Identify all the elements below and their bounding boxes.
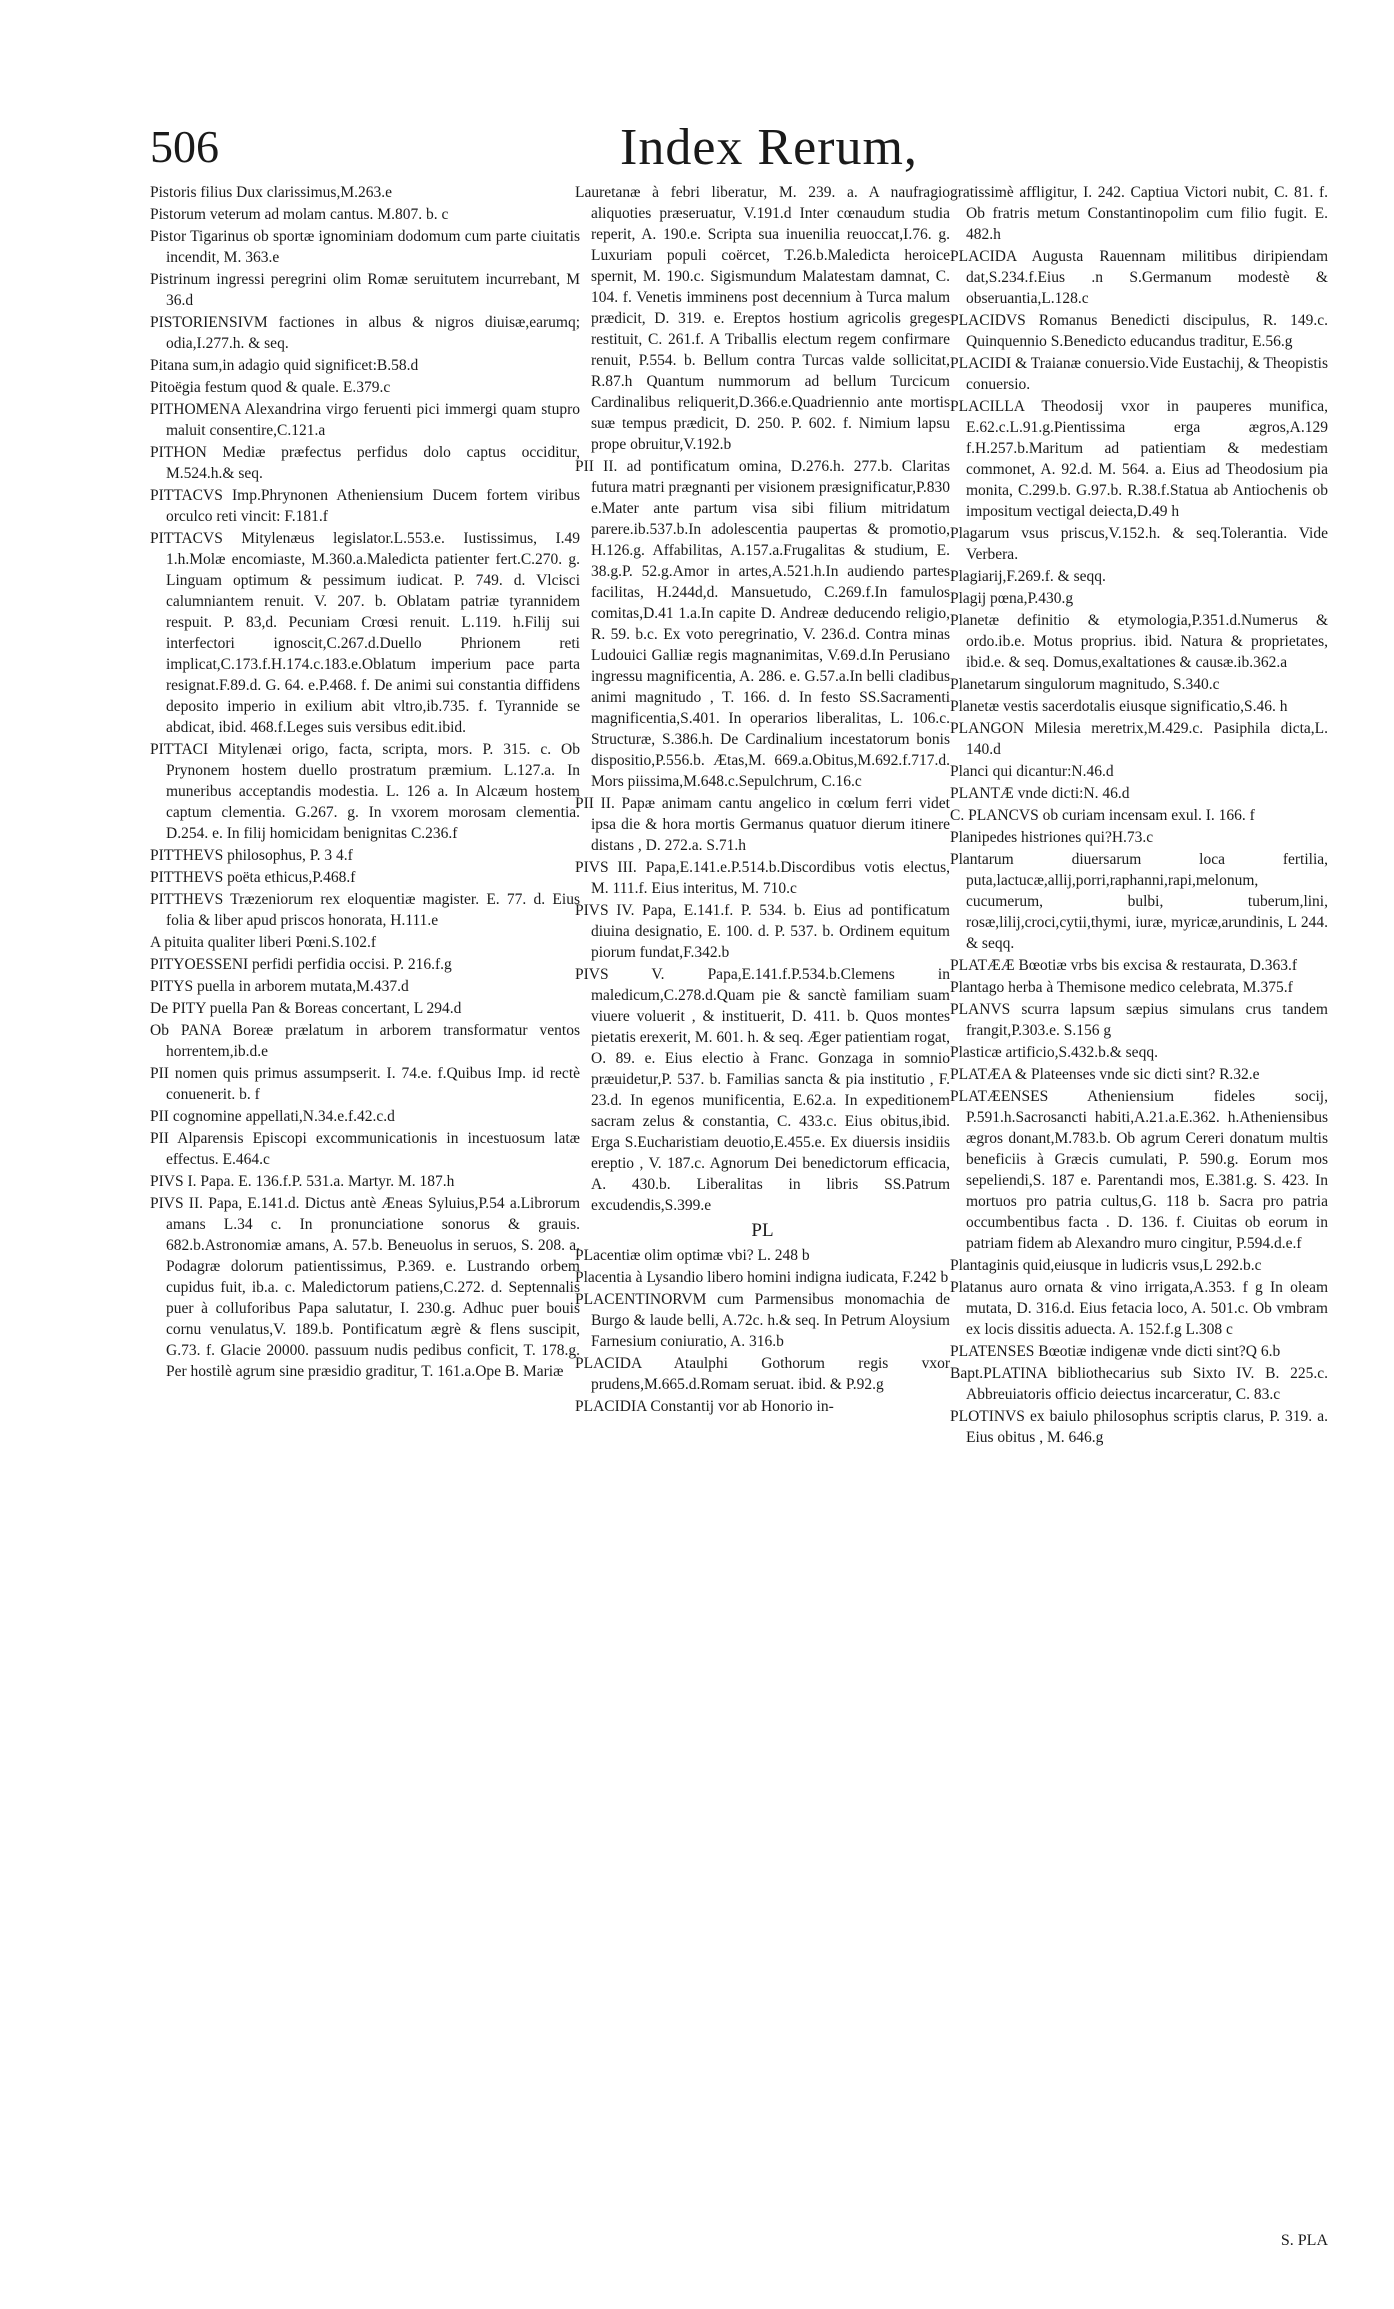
index-entry: PLATENSES Bœotiæ indigenæ vnde dicti sint?Q 6.b	[950, 1343, 1281, 1360]
index-entry: C. PLANCVS ob curiam incensam exul. I. 166. f	[950, 807, 1255, 824]
index-entry: Plantarum diuersarum loca fertilia, puta,lactucæ,allij,porri,raphanni,rapi,melonum, cucumerum, bulbi, tuberum,lini, rosæ,lilij,croci,cytii,thymi, iuræ, myricæ,arundinis, L 244. & seqq.	[950, 851, 1328, 952]
page-number: 506	[150, 121, 219, 172]
index-entry: PII II. ad pontificatum omina, D.276.h. 277.b. Claritas futura matri prægnanti per visionem præsignificatur,P.830 e.Mater ante partum visa sibi filium mitridatum parere.ib.537.b.In adolescentia paupertas & promotio, H.126.g. Affabilitas, A.157.a.Frugalitas & studium, E. 38.g.P. 52.g.Amor in artes,A.521.h.In audiendo partes facilitas, H.244d,d. Mansuetudo, C.269.f.In famulos comitas,D.41 1.a.In capite D. Andreæ deducendo religio, R. 59. b.c. Ex voto peregrinatio, V. 236.d. Contra minas Ludouici Galliæ regis magnanimitas, V.69.d.In Perusiano ingressu magnificentia, A. 286. e. G.57.a.In belli cladibus animi magnitudo , T. 166. d. In festo SS.Sacramenti magnificentia,S.401. In operarios liberalitas, L. 106.c. Structuræ, S.386.h. De Cardinalium incestatorum bonis dispositio,P.556.b. Ætas,M. 669.a.Obitus,M.692.f.717.d. Mors piissima,M.648.c.Sepulchrum, C.16.c	[575, 458, 950, 790]
index-entry: Plagarum vsus priscus,V.152.h. & seq.Tolerantia. Vide Verbera.	[950, 525, 1328, 563]
index-column-1	[150, 182, 580, 1383]
index-entry: PLacentiæ olim optimæ vbi? L. 248 b	[575, 1247, 810, 1264]
index-entry: PITTACVS Mitylenæus legislator.L.553.e. Iustissimus, I.49 1.h.Molæ encomiaste, M.360.a.Maledicta patienter fert.C.270. g. Linguam optimum & pessimum iudicat. P. 749. d. Vlcisci calumniantem renuit. V. 207. b. Oblatam patriæ tyrannidem respuit. P. 83,d. Pecuniam Crœsi renuit. L.119. h.Filij sui interfectori ignoscit,C.267.d.Duello Phrionem reti implicat,C.173.f.H.174.c.183.e.Oblatum imperium pace parta resignat.F.89.d. G. 64. e.P.468. f. De animi sui constantia diffidens deposito imperio in exilium abit vltro,ib.735. f. Tyrannide se abdicat, ibid. 468.f.Leges suis versibus edit.ibid.	[150, 530, 580, 736]
index-entry: PITYOESSENI perfidi perfidia occisi. P. 216.f.g	[150, 956, 452, 973]
index-entry: Planci qui dicantur:N.46.d	[950, 763, 1114, 780]
running-head: Index Rerum,	[620, 119, 918, 176]
index-entry: PII Alparensis Episcopi excommunicationis in incestuosum latæ effectus. E.464.c	[150, 1130, 580, 1168]
index-entry: Ob PANA Boreæ prælatum in arborem transformatur ventos horrentem,ib.d.e	[150, 1022, 580, 1060]
index-entry: Plasticæ artificio,S.432.b.& seqq.	[950, 1044, 1158, 1061]
index-entry: Pistrinum ingressi peregrini olim Romæ seruitutem incurrebant, M 36.d	[150, 271, 580, 309]
index-entry: Lauretanæ à febri liberatur, M. 239. a. A naufragio aliquoties præseruatur, V.191.d Inter cœnaudum studia reperit, A. 190.e. Scripta sua inuenilia reuoccat,I.76. g. Luxuriam populi coërcet, T.26.b.Maledicta heroice spernit, M. 190.c. Sigismundum Malatestam damnat, C. 104. f. Venetis imminens post decennium à Turca malum prædicit, D. 319. e. Ereptos hostium agricolis greges restituit, C. 261.f. A Triballis electum regem confirmare renuit, P.554. b. Bellum contra Turcas valde sollicitat, R.87.h Quantum nummorum ad bellum Turcicum Cardinalibus reliquerit,D.366.e.Quadriennio ante mortis suæ tempus prædicit, D. 250. P. 602. f. Nimium lapsu prope obruitur,V.192.b	[575, 184, 950, 453]
index-entry: Platanus auro ornata & vino irrigata,A.353. f g In oleam mutata, D. 316.d. Eius fetacia loco, A. 501.c. Ob vmbram ex locis dissitis aduecta. A. 152.f.g L.308 c	[950, 1279, 1328, 1338]
index-entry: PLATÆENSES Atheniensium fideles socij, P.591.h.Sacrosancti habiti,A.21.a.E.362. h.Atheniensibus ægros donant,M.783.b. Ob agrum Cereri donatum multis beneficiis à Græcis cumulati, P. 590.g. Eorum mos sepeliendi,S. 187 e. Parentandi mos, E.381.g. S. 423. In mortuos pro patria cultus,G. 118 b. Sacra pro patria occumbentibus facta . D. 136. f. Ciuitas ob eorum in patriam fidem ab Alexandro muro cingitur, P.594.d.e.f	[950, 1088, 1328, 1252]
index-entry: PLACIDA Ataulphi Gothorum regis vxor prudens,M.665.d.Romam seruat. ibid. & P.92.g	[575, 1355, 950, 1393]
index-entry: PIVS II. Papa, E.141.d. Dictus antè Æneas Syluius,P.54 a.Librorum amans L.34 c. In pronunciatione sonorus & grauis. 682.b.Astronomiæ amans, A. 57.b. Beneuolus in seruos, S. 208. a. Podagræ dolorum patientissimus, P.369. e. Lustrando orbem cupidus fuit, ib.a. c. Maledictorum patiens,C.272. d. Septennalis puer à colluforibus Papa salutatur, I. 230.g. Adhuc puer bouis cornu venulatus,V. 189.b. Pontificatum ægrè & flens suscipit, G.73. f. Glacie 20000. passuum nudis pedibus conficit, T. 178.g. Per hostilè agrum sine præsidio graditur, T. 161.a.Ope B. Mariæ	[150, 1195, 580, 1380]
index-entry: A pituita qualiter liberi Pœni.S.102.f	[150, 934, 377, 951]
index-entry: PITTACI Mitylenæi origo, facta, scripta, mors. P. 315. c. Ob Prynonem hostem duello prostratum præmium. L.127.a. In muneribus acceptandis modestia. L. 126 a. In Alcæum hostem captum clementia. G.267. g. In vxorem morosam clementia. D.254. e. In filij homicidam benignitas C.236.f	[150, 741, 580, 842]
index-entry: PLANVS scurra lapsum sæpius simulans crus tandem frangit,P.303.e. S.156 g	[950, 1001, 1328, 1039]
index-entry: PLANTÆ vnde dicti:N. 46.d	[950, 785, 1130, 802]
index-entry: gratissimè affligitur, I. 242. Captiua Victori nubit, C. 81. f. Ob fratris metum Constantinopolim cum filio fugit. E. 482.h	[950, 184, 1328, 243]
index-entry: Planetæ vestis sacerdotalis eiusque significatio,S.46. h	[950, 698, 1288, 715]
index-entry: PITTHEVS Træzeniorum rex eloquentiæ magister. E. 77. d. Eius folia & liber apud priscos honorata, H.111.e	[150, 891, 580, 929]
index-entry: PII cognomine appellati,N.34.e.f.42.c.d	[150, 1108, 395, 1125]
index-entry: PLOTINVS ex baiulo philosophus scriptis clarus, P. 319. a. Eius obitus , M. 646.g	[950, 1408, 1328, 1446]
index-entry: Plantago herba à Themisone medico celebrata, M.375.f	[950, 979, 1293, 996]
index-entry: Planetæ definitio & etymologia,P.351.d.Numerus & ordo.ib.e. Motus proprius. ibid. Natura & proprietates, ibid.e. & seq. Domus,exaltationes & causæ.ib.362.a	[950, 612, 1328, 671]
index-entry: PII nomen quis primus assumpserit. I. 74.e. f.Quibus Imp. id rectè conuenerit. b. f	[150, 1065, 580, 1103]
index-entry: Pistoris filius Dux clarissimus,M.263.e	[150, 184, 392, 201]
index-entry: Placentia à Lysandio libero homini indigna iudicata, F.242 b	[575, 1269, 949, 1286]
index-entry: PLANGON Milesia meretrix,M.429.c. Pasiphila dicta,L. 140.d	[950, 720, 1328, 758]
index-entry: PLACENTINORVM cum Parmensibus monomachia de Burgo & laude belli, A.72c. h.& seq. In Petrum Aloysium Farnesium coniuratio, A. 316.b	[575, 1291, 950, 1350]
index-entry: PL	[751, 1220, 774, 1241]
index-entry: PITTACVS Imp.Phrynonen Atheniensium Ducem fortem viribus orculco reti vincit: F.181.f	[150, 487, 580, 525]
index-entry: Plagij pœna,P.430.g	[950, 590, 1074, 607]
index-entry: PIVS III. Papa,E.141.e.P.514.b.Discordibus votis electus, M. 111.f. Eius interitus, M. 710.c	[575, 859, 950, 897]
index-entry: PITYS puella in arborem mutata,M.437.d	[150, 978, 409, 995]
index-entry: PITHOMENA Alexandrina virgo feruenti pici immergi quam stupro maluit consentire,C.121.a	[150, 401, 580, 439]
index-entry: PIVS V. Papa,E.141.f.P.534.b.Clemens in maledicum,C.278.d.Quam pie & sanctè familiam suam viuere voluerit , & instituerit, D. 411. b. Quos montes pietatis erexerit, M. 601. h. & seq. Æger patientiam rogat, O. 89. e. Eius electio à Franc. Gonzaga in somnio præuidetur,P. 537. b. Familias sancta & pia institutio , F. 23.d. In egenos munificentia, E.62.a. In expeditionem sacram zelus & constantia, C. 433.c. Eius obitus,ibid. Erga S.Eucharistiam deuotio,E.455.e. Ex diuersis insidiis ereptio , V. 187.c. Agnorum Dei benedictorum efficacia, A. 430.b. Liberalitas in libris SS.Patrum excudendis,S.399.e	[575, 966, 950, 1214]
index-entry: PLATÆÆ Bœotiæ vrbs bis excisa & restaurata, D.363.f	[950, 957, 1297, 974]
index-entry: PLATÆA & Plateenses vnde sic dicti sint? R.32.e	[950, 1066, 1260, 1083]
index-entry: Pistorum veterum ad molam cantus. M.807. b. c	[150, 206, 449, 223]
index-entry: De PITY puella Pan & Boreas concertant, L 294.d	[150, 1000, 462, 1017]
index-column-2	[575, 182, 950, 1418]
index-entry: PITHON Mediæ præfectus perfidus dolo captus occiditur, M.524.h.& seq.	[150, 444, 580, 482]
index-entry: PISTORIENSIVM factiones in albus & nigros diuisæ,earumq; odia,I.277.h. & seq.	[150, 314, 580, 352]
index-entry: Pitoëgia festum quod & quale. E.379.c	[150, 379, 391, 396]
index-entry: PIVS I. Papa. E. 136.f.P. 531.a. Martyr. M. 187.h	[150, 1173, 455, 1190]
index-entry: PLACIDA Augusta Rauennam militibus diripiendam dat,S.234.f.Eius .n S.Germanum modestè & obseruantia,L.128.c	[950, 248, 1328, 307]
index-entry: Pitana sum,in adagio quid significet:B.58.d	[150, 357, 419, 374]
index-entry: PLACIDI & Traianæ conuersio.Vide Eustachij, & Theopistis conuersio.	[950, 355, 1328, 393]
index-entry: Plantaginis quid,eiusque in ludicris vsus,L 292.b.c	[950, 1257, 1262, 1274]
index-column-3	[950, 182, 1328, 1449]
index-entry: PLACIDIA Constantij vor ab Honorio in-	[575, 1398, 834, 1415]
index-entry: PII II. Papæ animam cantu angelico in cœlum ferri videt ipsa die & hora mortis Germanus quatuor dierum itinere distans , D. 272.a. S.71.h	[575, 795, 950, 854]
index-entry: PIVS IV. Papa, E.141.f. P. 534. b. Eius ad pontificatum diuina designatio, E. 100. d. P. 537. b. Ordinem equitum piorum fundat,F.342.b	[575, 902, 950, 961]
index-entry: Planipedes histriones qui?H.73.c	[950, 829, 1154, 846]
index-entry: PLACILLA Theodosij vxor in pauperes munifica, E.62.c.L.91.g.Pientissima erga ægros,A.129 f.H.257.b.Maritum ad patientiam & medestiam commonet, A. 92.d. M. 564. a. Eius ad Theodosium pia monita, C.299.b. G.97.b. R.38.f.Statua ab Antiochenis ob impositum vectigal deiecta,D.49 h	[950, 398, 1328, 520]
catchword: S. PLA	[1280, 2232, 1328, 2249]
index-entry: Plagiarij,F.269.f. & seqq.	[950, 568, 1106, 585]
index-entry: Planetarum singulorum magnitudo, S.340.c	[950, 676, 1220, 693]
index-entry: PITTHEVS philosophus, P. 3 4.f	[150, 847, 353, 864]
index-entry: Bapt.PLATINA bibliothecarius sub Sixto IV. B. 225.c. Abbreuiatoris officio deiectus incarceratur, C. 83.c	[950, 1365, 1328, 1403]
index-entry: PLACIDVS Romanus Benedicti discipulus, R. 149.c. Quinquennio S.Benedicto educandus traditur, E.56.g	[950, 312, 1328, 350]
index-entry: PITTHEVS poëta ethicus,P.468.f	[150, 869, 356, 886]
index-entry: Pistor Tigarinus ob sportæ ignominiam dodomum cum parte ciuitatis incendit, M. 363.e	[150, 228, 580, 266]
